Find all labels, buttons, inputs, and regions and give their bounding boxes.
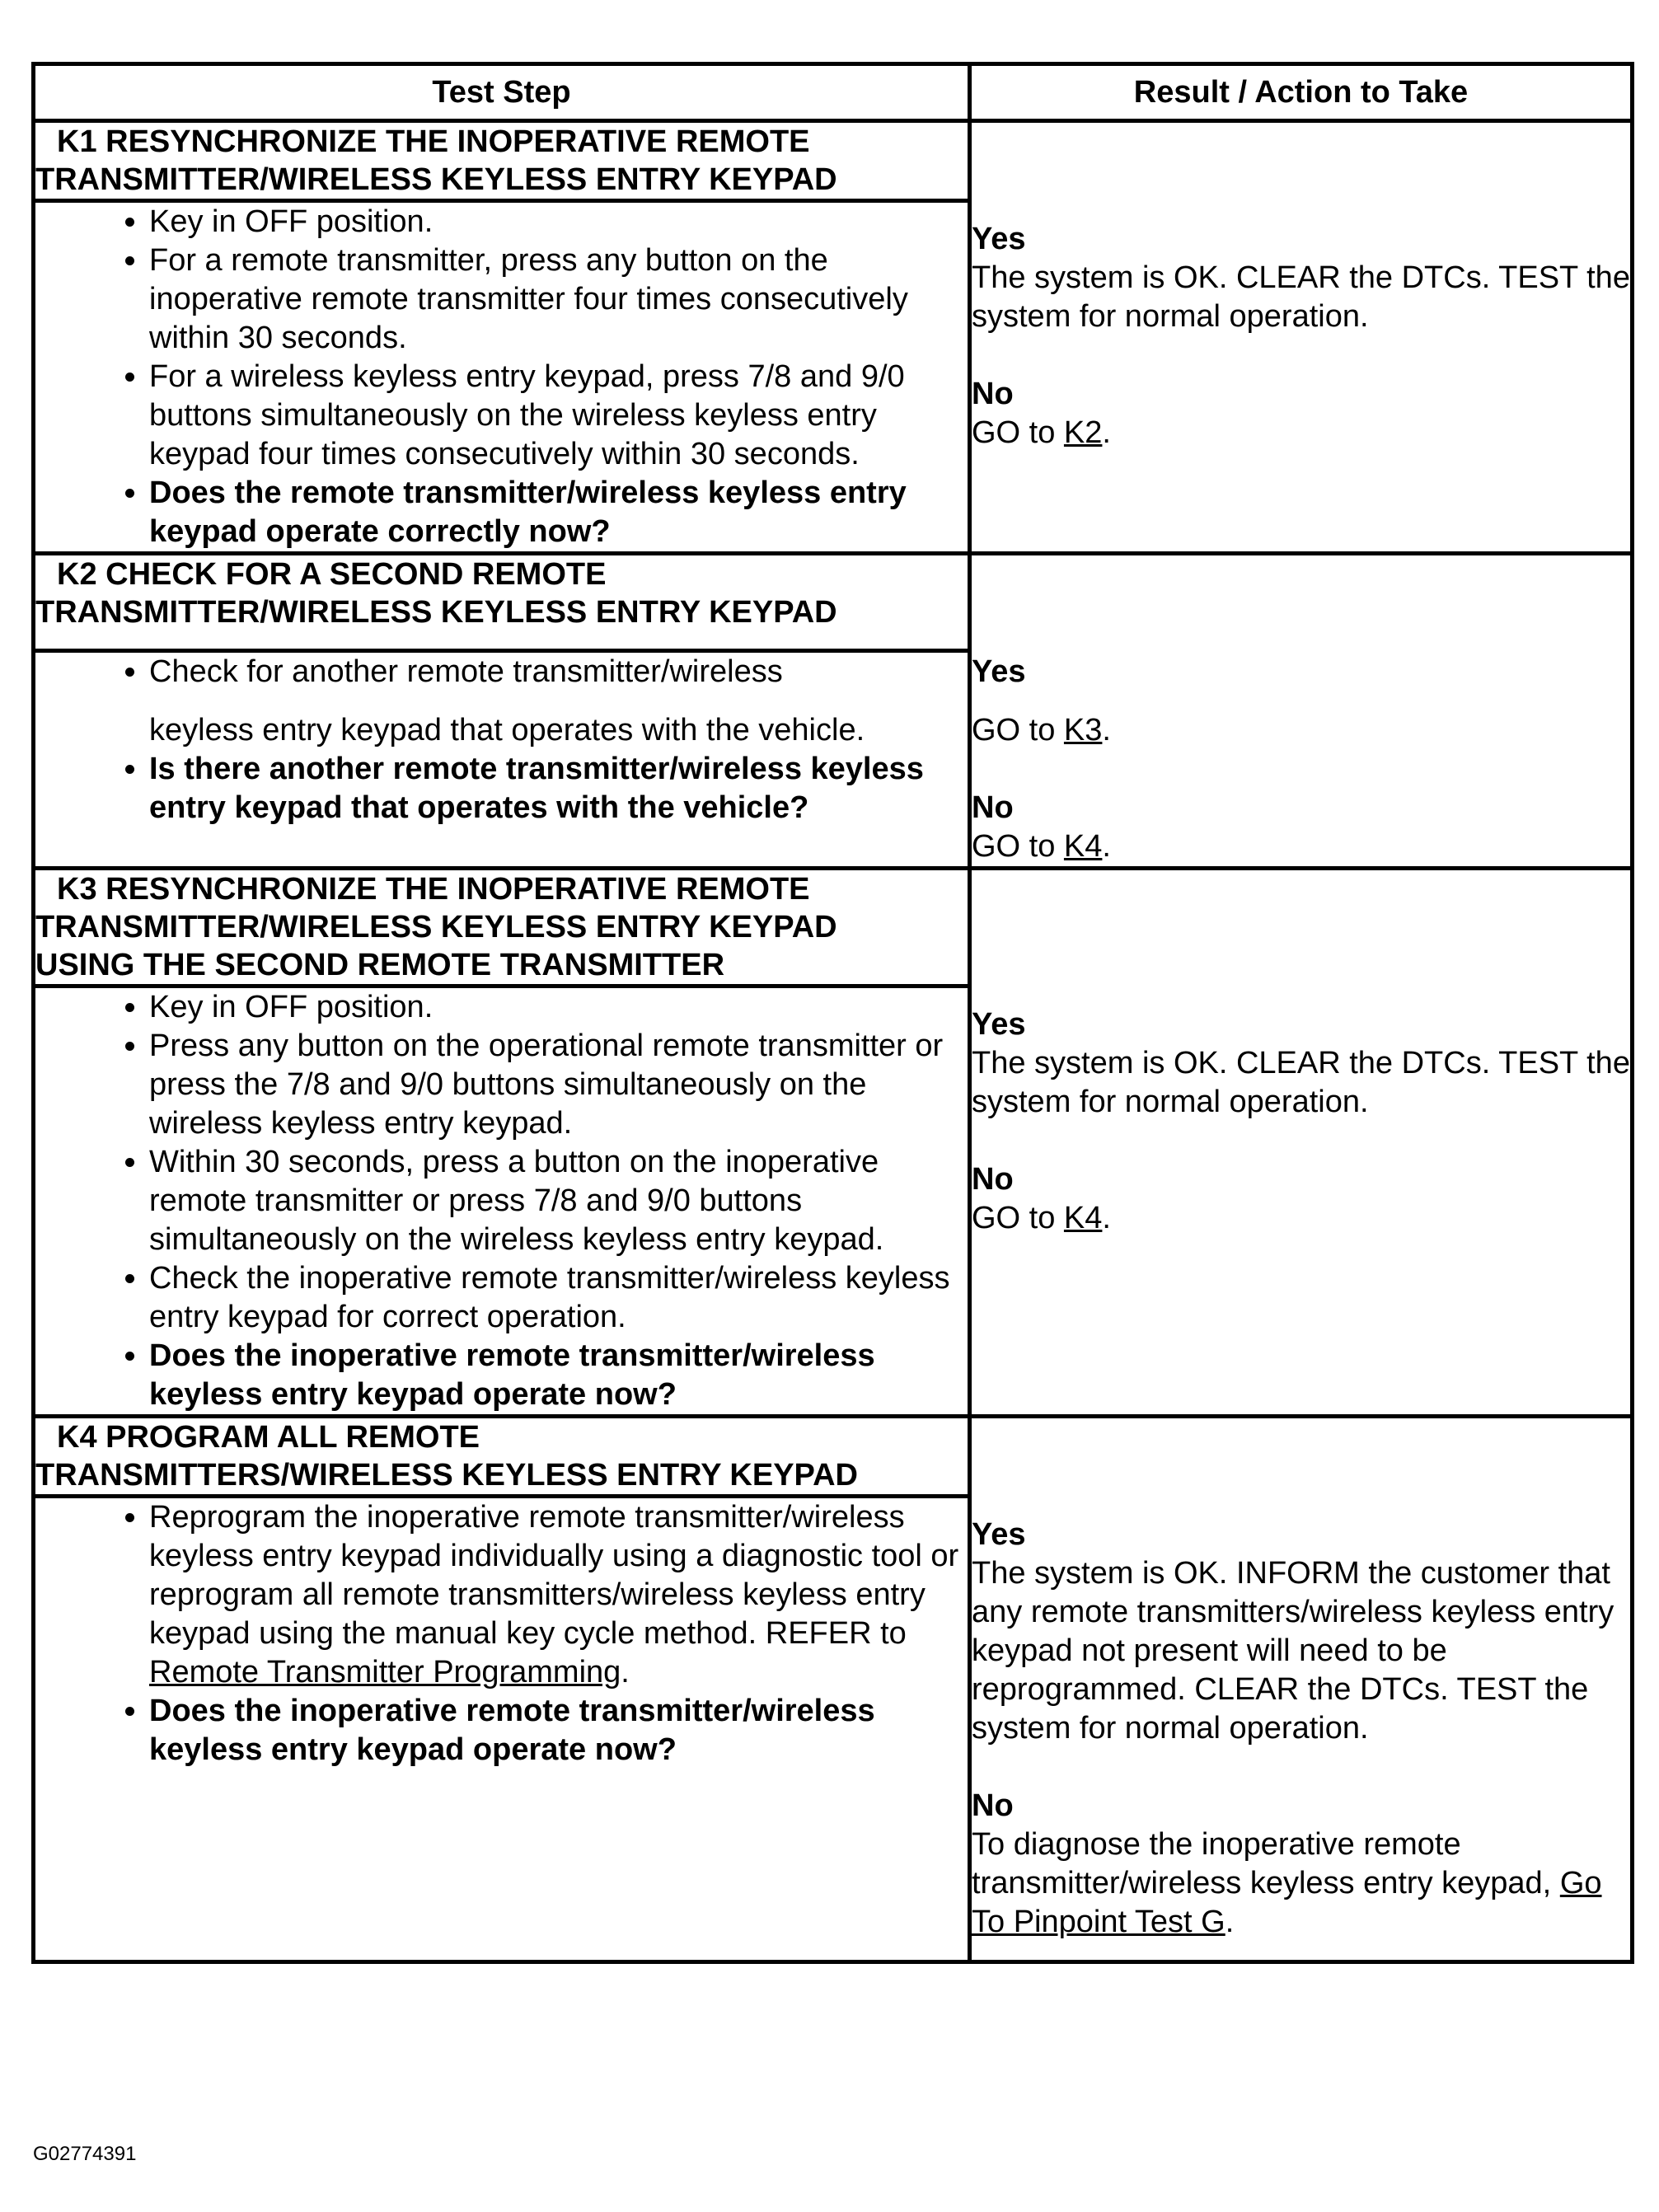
step-k3-title-row — [34, 869, 1633, 986]
pinpoint-test-table — [31, 62, 1634, 1964]
step-k1-title-line1: K1 RESYNCHRONIZE THE INOPERATIVE REMOTE — [57, 124, 810, 159]
k2-bullet-1 — [149, 653, 968, 750]
table-header-row — [34, 64, 1633, 121]
k4-no-label: No — [972, 1788, 1014, 1823]
k1-bullet-1: • Key in OFF position. — [149, 203, 968, 241]
k1-no-action — [972, 414, 1630, 452]
step-k1-body — [34, 201, 970, 554]
k2-bullet-list — [35, 653, 968, 827]
k1-no-link-k2[interactable]: K2 — [1063, 415, 1103, 450]
step-k3-title — [34, 869, 970, 986]
step-k2-title-line2: TRANSMITTER/WIRELESS KEYLESS ENTRY KEYPAD — [35, 595, 837, 630]
k4-yes-label: Yes — [972, 1517, 1026, 1552]
k2-no-action — [972, 827, 1630, 866]
k3-no-action — [972, 1199, 1630, 1238]
k1-no-label: No — [972, 377, 1014, 411]
k2-yes-action — [972, 711, 1630, 750]
k4-no-text: To diagnose the inoperative remote transmitter/wireless keyless entry keypad, — [972, 1827, 1560, 1900]
k4-yes-text: The system is OK. INFORM the customer that any remote transmitters/wireless keyless entry keypad not present will need to be reprogrammed. CLEAR the DTCs. TEST the system for normal operation. — [972, 1556, 1614, 1746]
step-k2-result — [970, 554, 1633, 869]
k1-yes-text: The system is OK. CLEAR the DTCs. TEST the system for normal operation. — [972, 260, 1630, 334]
k3-yes-text: The system is OK. CLEAR the DTCs. TEST the system for normal operation. — [972, 1046, 1630, 1119]
k1-question: • Does the remote transmitter/wireless keyless entry keypad operate correctly now? — [149, 474, 968, 551]
k3-bullet-3: • Within 30 seconds, press a button on the inoperative remote transmitter or press 7/8 and 9/0 buttons simultaneously on the wireless keyless entry keypad. — [149, 1143, 968, 1259]
k1-bullet-3: • For a wireless keyless entry keypad, press 7/8 and 9/0 buttons simultaneously on the wireless keyless entry keypad four times consecutively within 30 seconds. — [149, 358, 968, 474]
step-k4-body — [34, 1497, 970, 1962]
figure-id: G02774391 — [33, 2143, 137, 2165]
k3-no-label: No — [972, 1162, 1014, 1197]
step-k3-body — [34, 986, 970, 1417]
k1-bullet-2: • For a remote transmitter, press any button on the inoperative remote transmitter four times consecutively within 30 seconds. — [149, 241, 968, 358]
k2-no-link-k4[interactable]: K4 — [1063, 829, 1103, 864]
k4-bullet-1-suffix: . — [621, 1655, 630, 1689]
step-k1-title-line2: TRANSMITTER/WIRELESS KEYLESS ENTRY KEYPAD — [35, 162, 837, 197]
k2-bullet-1-line2: keyless entry keypad that operates with the vehicle. — [149, 713, 865, 747]
k2-no-prefix: GO to — [972, 829, 1064, 864]
k2-no-label: No — [972, 790, 1014, 825]
k3-no-suffix: . — [1102, 1201, 1111, 1235]
step-k3-title-line3: USING THE SECOND REMOTE TRANSMITTER — [35, 948, 725, 982]
step-k3-title-line1: K3 RESYNCHRONIZE THE INOPERATIVE REMOTE — [57, 872, 810, 907]
step-k4-title-row — [34, 1417, 1633, 1497]
step-k2-title-row — [34, 554, 1633, 651]
step-k1-title-row — [34, 121, 1633, 201]
step-k3-title-line2: TRANSMITTER/WIRELESS KEYLESS ENTRY KEYPAD — [35, 910, 837, 944]
k1-yes-label: Yes — [972, 222, 1026, 256]
k1-no-prefix: GO to — [972, 415, 1064, 450]
pinpoint-test-page — [31, 62, 1630, 1964]
k1-bullet-list — [35, 203, 968, 551]
header-test-step: Test Step — [34, 64, 970, 121]
k4-question: • Does the inoperative remote transmitter/wireless keyless entry keypad operate now? — [149, 1692, 968, 1769]
step-k2-title — [34, 554, 970, 651]
k4-no-link-pinpoint-g[interactable]: Go To Pinpoint Test G — [972, 1866, 1602, 1939]
step-k2-title-line1: K2 CHECK FOR A SECOND REMOTE — [57, 557, 607, 592]
step-k1-result — [970, 121, 1633, 554]
k3-bullet-2: • Press any button on the operational remote transmitter or press the 7/8 and 9/0 buttons simultaneously on the wireless keyless entry keypad. — [149, 1027, 968, 1143]
k2-yes-prefix: GO to — [972, 713, 1064, 747]
k2-yes-label: Yes — [972, 654, 1026, 689]
step-k4-title-line1: K4 PROGRAM ALL REMOTE — [57, 1420, 480, 1455]
k2-question: • Is there another remote transmitter/wireless keyless entry keypad that operates with the vehicle? — [149, 750, 968, 827]
k4-bullet-1-text: Reprogram the inoperative remote transmitter/wireless keyless entry keypad individually using a diagnostic tool or reprogram all remote transmitters/wireless keyless entry keypad using the manual key cycle method. REFER to — [149, 1500, 959, 1651]
k2-yes-suffix: . — [1102, 713, 1111, 747]
k4-link-remote-programming[interactable]: Remote Transmitter Programming — [149, 1655, 621, 1689]
step-k3-result — [970, 869, 1633, 1417]
k2-yes-link-k3[interactable]: K3 — [1063, 713, 1103, 747]
step-k2-body — [34, 651, 970, 869]
step-k4-title-line2: TRANSMITTERS/WIRELESS KEYLESS ENTRY KEYPAD — [35, 1458, 858, 1493]
k4-no-action — [972, 1825, 1630, 1942]
k3-no-link-k4[interactable]: K4 — [1063, 1201, 1103, 1235]
k3-bullet-1: • Key in OFF position. — [149, 988, 968, 1027]
header-result-action: Result / Action to Take — [970, 64, 1633, 121]
k3-bullet-4: • Check the inoperative remote transmitter/wireless keyless entry keypad for correct operation. — [149, 1259, 968, 1337]
step-k4-title — [34, 1417, 970, 1497]
k1-no-suffix: . — [1102, 415, 1111, 450]
k3-bullet-list — [35, 988, 968, 1414]
step-k1-title — [34, 121, 970, 201]
k3-question: • Does the inoperative remote transmitter/wireless keyless entry keypad operate now? — [149, 1337, 968, 1414]
k2-bullet-1-line1: Check for another remote transmitter/wireless — [149, 654, 783, 689]
k4-bullet-list — [35, 1498, 968, 1769]
k4-bullet-1 — [149, 1498, 968, 1692]
k2-no-suffix: . — [1102, 829, 1111, 864]
k3-no-prefix: GO to — [972, 1201, 1064, 1235]
k4-no-suffix: . — [1225, 1905, 1235, 1939]
k3-yes-label: Yes — [972, 1007, 1026, 1042]
step-k4-result — [970, 1417, 1633, 1962]
